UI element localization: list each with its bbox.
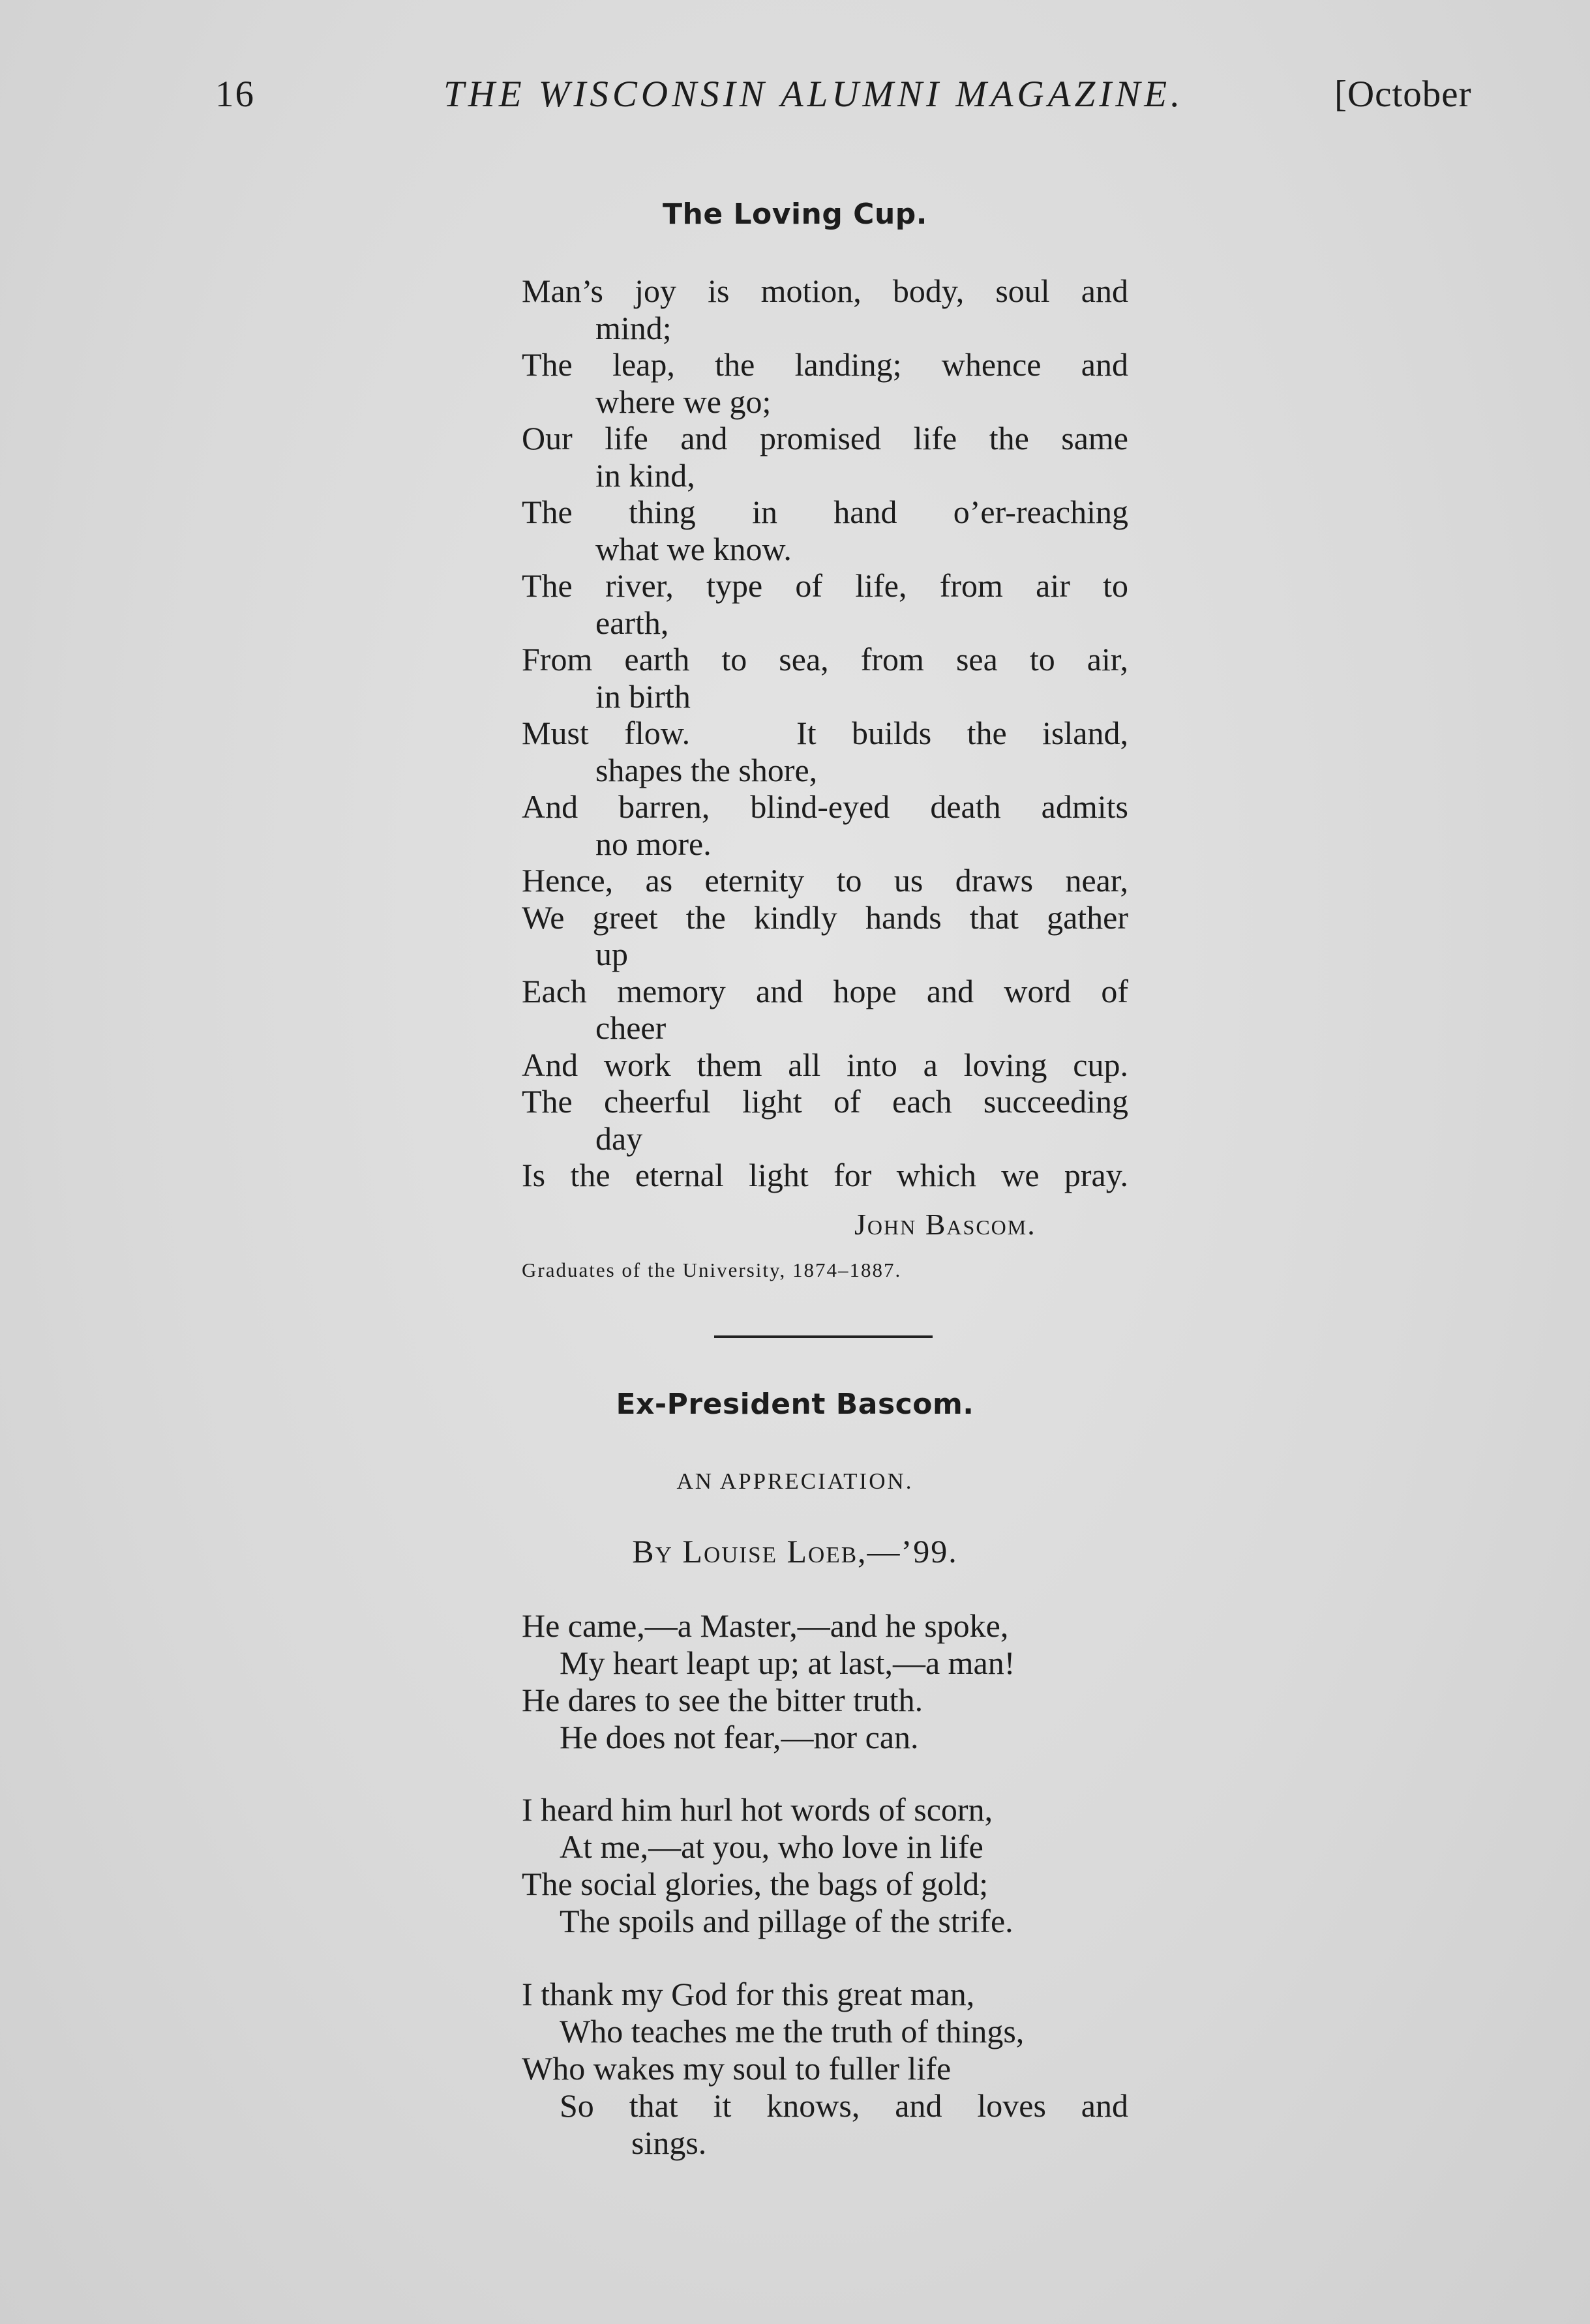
poem-author: John Bascom. [854,1208,1036,1241]
poem-line: Must flow. It builds the island, [522,715,1128,751]
stanza-line: He came,—a Master,—and he spoke, [522,1607,1009,1644]
stanza-line: Who teaches me the truth of things, [560,2013,1025,2049]
loving-cup-poem [522,273,1128,1194]
poem-line: And barren, blind-eyed death admits [522,788,1128,825]
poem-line: Each memory and hope and word of [522,972,1128,1009]
poem-line: Is the eternal light for which we pray. [522,1157,1128,1193]
poem-line: We greet the kindly hands that gather [522,899,1128,936]
section-divider [714,1335,933,1338]
poem-line: in kind, [595,456,695,494]
running-title: THE WISCONSIN ALUMNI MAGAZINE. [443,74,1184,115]
poem-line: shapes the shore, [595,751,818,788]
stanza-1 [522,1607,1128,1756]
poem-line: cheer [595,1009,667,1046]
poem-line: mind; [595,309,672,346]
stanza-line: Who wakes my soul to fuller life [522,2050,952,2087]
poem-line: day [595,1120,643,1157]
stanza-line: My heart leapt up; at last,—a man! [560,1645,1015,1681]
poem-line: Man’s joy is motion, body, soul and [522,273,1128,309]
poem-line: earth, [595,604,669,641]
poem-line: up [595,936,628,972]
stanza-line: I thank my God for this great man, [522,1976,975,2012]
stanza-line: sings. [631,2124,707,2161]
ex-president-title: Ex-President Bascom. [616,1388,974,1421]
poem-line: The river, type of life, from air to [522,567,1128,604]
stanza-line: He dares to see the bitter truth. [522,1682,923,1718]
poem-line: in birth [595,678,691,715]
ex-president-subtitle: AN APPRECIATION. [676,1468,914,1494]
poem-line: The thing in hand o’er-reaching [522,494,1128,530]
loving-cup-title: The Loving Cup. [663,198,927,231]
poem-line: And work them all into a loving cup. [522,1046,1128,1083]
poem-line: what we know. [595,530,792,567]
stanza-line: So that it knows, and loves and [560,2087,1128,2124]
poem-line: Hence, as eternity to us draws near, [522,862,1128,899]
stanza-2 [522,1791,1128,1940]
poem-line: Our life and promised life the same [522,420,1128,456]
stanza-3 [522,1976,1128,2162]
poem-line: no more. [595,825,712,862]
poem-line: From earth to sea, from sea to air, [522,641,1128,678]
stanza-line: I heard him hurl hot words of scorn, [522,1791,993,1828]
page-header [0,73,1590,119]
page-number: 16 [215,74,255,115]
stanza-line: The spoils and pillage of the strife. [560,1903,1013,1939]
poem-footnote: Graduates of the University, 1874–1887. [522,1259,902,1281]
stanza-line: The social glories, the bags of gold; [522,1866,989,1902]
stanza-line: At me,—at you, who love in life [560,1828,983,1865]
poem-line: where we go; [595,383,772,420]
stanza-line: He does not fear,—nor can. [560,1719,919,1755]
issue-month: [October [1334,74,1472,115]
poem-line: The cheerful light of each succeeding [522,1083,1128,1120]
poem-line: The leap, the landing; whence and [522,346,1128,383]
ex-president-byline: By Louise Loeb,—’99. [632,1533,958,1570]
